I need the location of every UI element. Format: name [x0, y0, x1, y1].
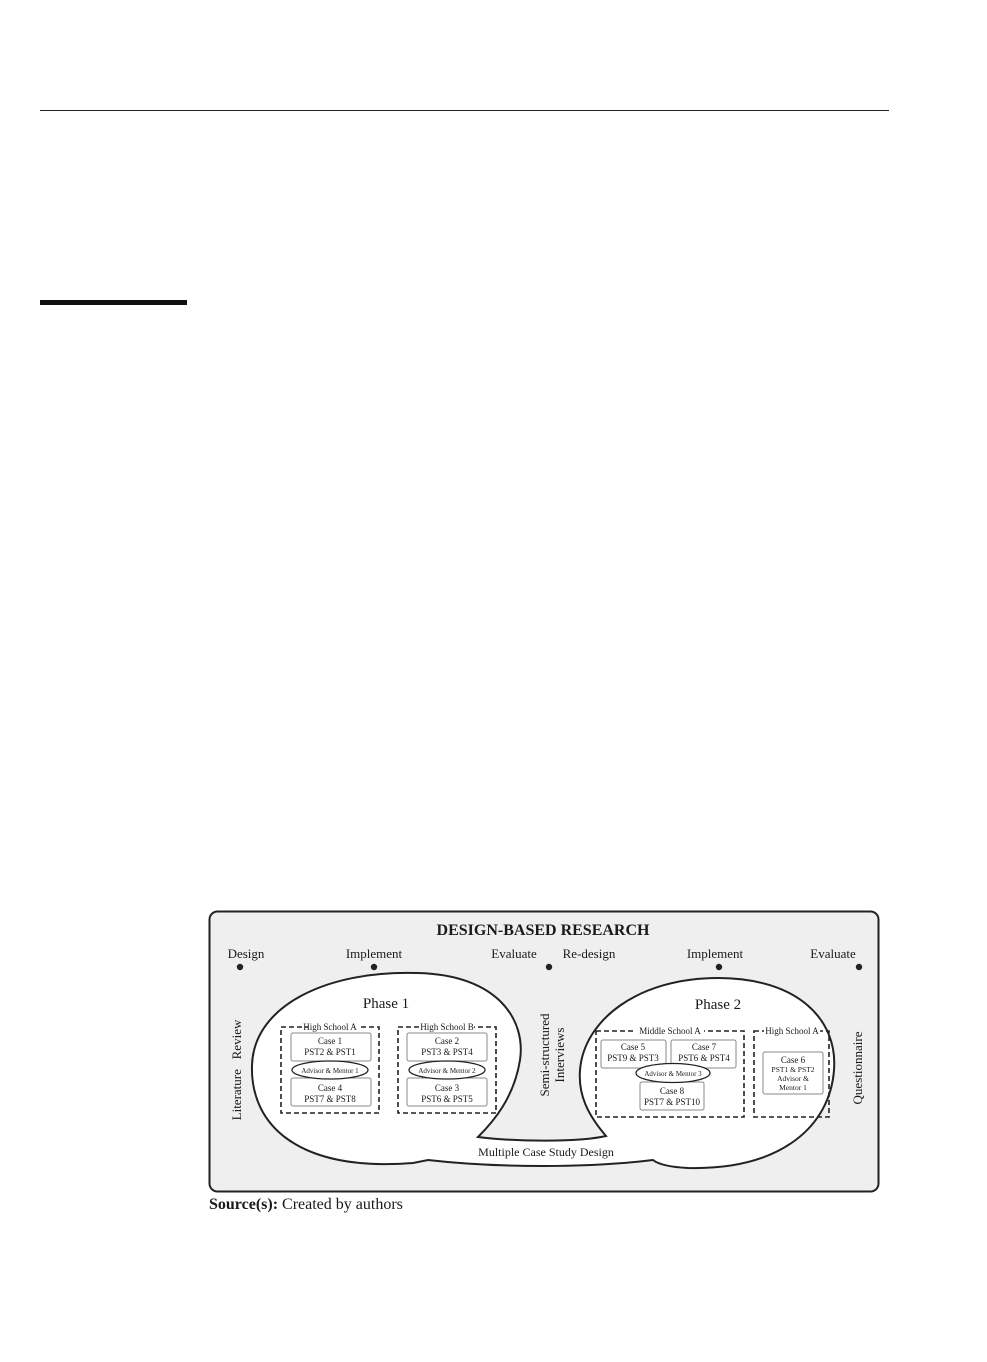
advisor-mentor-1: Advisor & Mentor 1 [301, 1067, 359, 1075]
interviews-label: Interviews [552, 1027, 567, 1083]
case2-title: Case 2 [434, 1036, 460, 1046]
case6-line3: Mentor 1 [779, 1083, 807, 1092]
step-design-dot [237, 964, 243, 970]
case4-title: Case 4 [317, 1083, 343, 1093]
case7-pair: PST6 & PST4 [678, 1053, 730, 1063]
figure-caption [209, 1196, 403, 1214]
phase1-highschool-a-label: High School A [303, 1022, 357, 1032]
section-rule [40, 300, 187, 305]
advisor-mentor-3: Advisor & Mentor 3 [644, 1070, 702, 1078]
case1-title: Case 1 [317, 1036, 343, 1046]
figure-title: DESIGN-BASED RESEARCH [436, 922, 650, 939]
caption-label: Source(s): [209, 1196, 279, 1213]
case2-pair: PST3 & PST4 [421, 1047, 473, 1057]
step-evaluate-1-dot [546, 964, 552, 970]
case1-pair: PST2 & PST1 [304, 1047, 356, 1057]
phase2-highschool-a-label: High School A [765, 1026, 819, 1036]
questionnaire-label: Questionnaire [850, 1031, 865, 1105]
case6-line1: PST1 & PST2 [771, 1065, 815, 1074]
semi-structured-label: Semi-structured [537, 1013, 552, 1097]
case4-pair: PST7 & PST8 [304, 1094, 356, 1104]
step-evaluate-2-dot [856, 964, 862, 970]
case5-pair: PST9 & PST3 [607, 1053, 659, 1063]
step-redesign: Re-design [562, 946, 616, 961]
phase1-title: Phase 1 [362, 996, 410, 1012]
case6-title: Case 6 [780, 1055, 806, 1065]
case3-pair: PST6 & PST5 [421, 1094, 473, 1104]
case3-title: Case 3 [434, 1083, 460, 1093]
case8-title: Case 8 [659, 1086, 685, 1096]
case7-title: Case 7 [691, 1042, 717, 1052]
step-design: Design [227, 946, 265, 961]
case6-line2: Advisor & [777, 1074, 809, 1083]
step-implement-2: Implement [686, 946, 744, 961]
header-rule [40, 110, 889, 111]
design-based-research-figure [208, 910, 880, 1193]
advisor-mentor-2: Advisor & Mentor 2 [418, 1067, 476, 1075]
case5-title: Case 5 [620, 1042, 646, 1052]
caption-text: Created by authors [282, 1196, 403, 1213]
step-evaluate-2: Evaluate [810, 946, 856, 961]
literature-review-label: Literature Review [229, 1019, 244, 1121]
case8-pair: PST7 & PST10 [643, 1097, 701, 1107]
phase1-highschool-b-label: High School B [420, 1022, 474, 1032]
multiple-case-study-label: Multiple Case Study Design [478, 1145, 614, 1159]
phase2-middleschool-a-label: Middle School A [639, 1026, 701, 1036]
step-evaluate-1: Evaluate [491, 946, 537, 961]
step-implement-1: Implement [345, 946, 403, 961]
step-implement-2-dot [716, 964, 722, 970]
phase2-title: Phase 2 [694, 997, 742, 1013]
step-implement-1-dot [371, 964, 377, 970]
